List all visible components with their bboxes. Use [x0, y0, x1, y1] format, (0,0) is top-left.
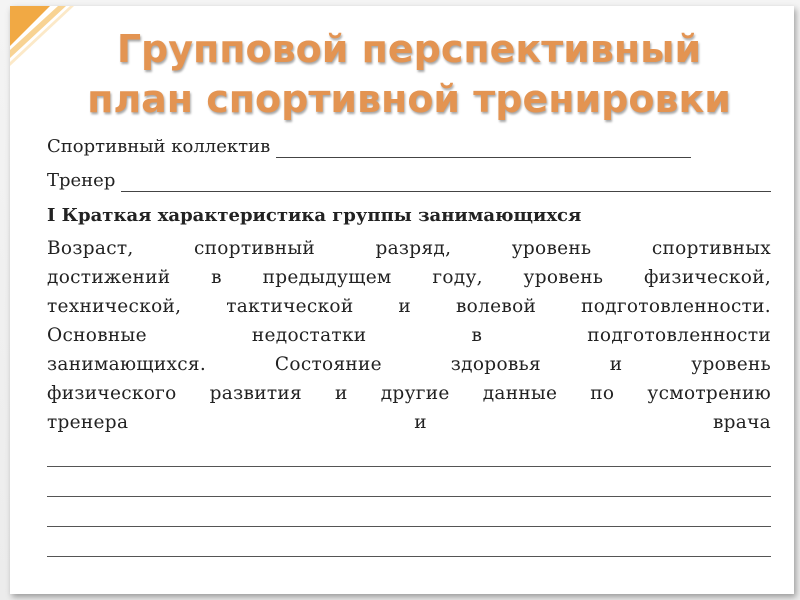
slide-title	[24, 24, 794, 124]
paragraph-line: занимающихся. Состояние здоровья и уровень	[47, 354, 771, 375]
paragraph-line: достижений в предыдущем году, уровень физической,	[47, 267, 771, 288]
paragraph-line: физического развития и другие данные по усмотрению	[47, 383, 771, 404]
paragraph-line: Возраст, спортивный разряд, уровень спортивных	[47, 238, 771, 259]
collective-field	[47, 136, 771, 158]
section-paragraph	[47, 234, 771, 437]
coach-label: Тренер	[47, 170, 116, 191]
title-line-1: Групповой перспективный	[116, 27, 702, 71]
coach-blank-line	[121, 175, 771, 192]
blank-line	[47, 527, 771, 557]
paragraph-line: Основные недостатки в подготовленности	[47, 325, 771, 346]
paragraph-line: тренера и врача	[47, 412, 771, 433]
blank-line	[47, 437, 771, 467]
paragraph-line: технической, тактической и волевой подготовленности.	[47, 296, 771, 317]
blank-line	[47, 497, 771, 527]
section-heading: I Краткая характеристика группы занимающихся	[47, 205, 582, 226]
coach-field	[47, 170, 771, 192]
title-line-2: план спортивной тренировки	[87, 77, 731, 121]
blank-line	[47, 467, 771, 497]
document-body	[47, 136, 771, 557]
collective-blank-line	[276, 141, 691, 158]
collective-label: Спортивный коллектив	[47, 136, 271, 157]
